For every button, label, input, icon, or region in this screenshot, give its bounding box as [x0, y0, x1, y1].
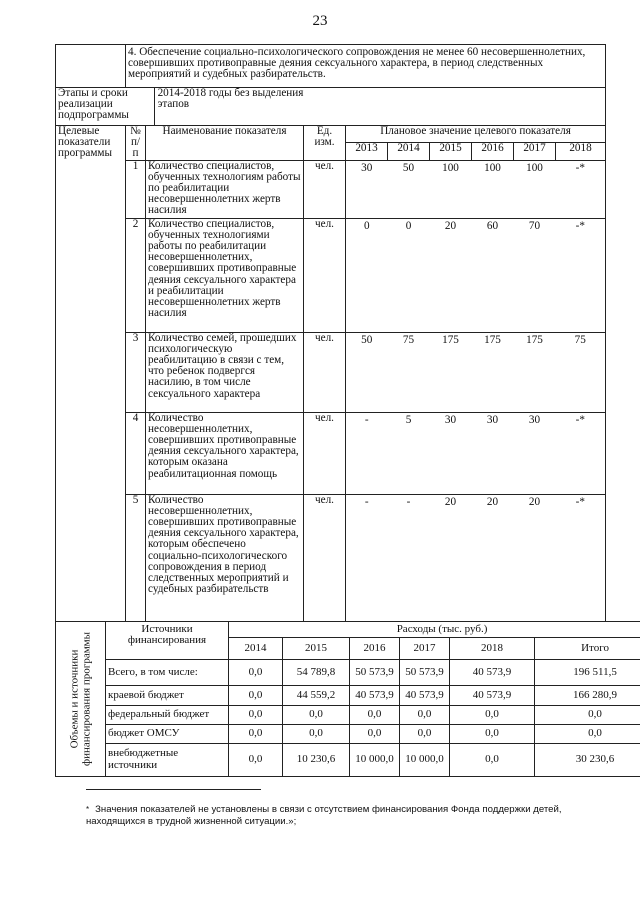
indicator-value: 175: [472, 332, 514, 412]
indicator-value: 70: [514, 218, 556, 332]
indicator-value: -: [346, 494, 388, 621]
financing-value: 196 511,5: [535, 659, 640, 685]
indicator-num: 3: [126, 332, 146, 412]
financing-value: 0,0: [535, 705, 640, 724]
footnote-divider: [86, 789, 261, 790]
financing-value: 10 230,6: [283, 743, 350, 776]
financing-value: 40 573,9: [400, 685, 450, 705]
financing-source: бюджет ОМСУ: [106, 724, 229, 743]
fin-year-header: 2014: [229, 637, 283, 659]
financing-value: 44 559,2: [283, 685, 350, 705]
fin-year-header: 2015: [283, 637, 350, 659]
indicator-unit: чел.: [304, 412, 346, 494]
fin-year-header: 2016: [350, 637, 400, 659]
financing-value: 40 573,9: [350, 685, 400, 705]
indicator-row: [56, 218, 606, 332]
indicator-value: 20: [430, 218, 472, 332]
year-header: 2018: [556, 143, 606, 160]
indicator-row: [56, 332, 606, 412]
financing-header-row: [56, 621, 640, 637]
indicator-value: 75: [556, 332, 606, 412]
financing-value: 0,0: [229, 685, 283, 705]
financing-value: 0,0: [535, 724, 640, 743]
footnote-text: Значения показателей не установлены в связи с отсутствием финансирования Фонда поддержки детей, находящихся в трудной жизненной ситуации.»;: [86, 804, 562, 827]
financing-value: 40 573,9: [450, 685, 535, 705]
passport-table-wrapper: [55, 44, 618, 777]
indicator-value: -*: [556, 412, 606, 494]
indicator-unit: чел.: [304, 160, 346, 218]
financing-row: [56, 705, 640, 724]
task-row: [56, 45, 606, 88]
financing-value: 50 573,9: [400, 659, 450, 685]
indicator-name: Количество несовершеннолетних, совершивших противоправные деяния сексуального характера, которым обеспечено социально-психологического сопровождения в период следственных мероприятий и судебных разбирательств: [146, 494, 304, 621]
financing-section-label: Объемы и источники финансирования программы: [56, 621, 106, 776]
financing-value: 10 000,0: [400, 743, 450, 776]
financing-source: федеральный бюджет: [106, 705, 229, 724]
financing-source: Всего, в том числе:: [106, 659, 229, 685]
task-text: 4. Обеспечение социально-психологического сопровождения не менее 60 несовершеннолетних, совершивших противоправные деяния сексуального характера, в период следственных мероприятий и судебных разбирательств.: [126, 45, 606, 88]
financing-row: [56, 743, 640, 776]
financing-value: 50 573,9: [350, 659, 400, 685]
indicators-section-label: Целевые показатели программы: [56, 126, 126, 622]
indicator-value: 30: [514, 412, 556, 494]
financing-value: 30 230,6: [535, 743, 640, 776]
page-number: 23: [312, 13, 328, 29]
indicators-header-row: [56, 126, 606, 143]
financing-value: 0,0: [350, 724, 400, 743]
task-empty-cell: [56, 45, 126, 88]
indicator-value: -*: [556, 160, 606, 218]
indicator-value: 60: [472, 218, 514, 332]
indicator-value: -*: [556, 218, 606, 332]
indicator-row: [56, 412, 606, 494]
financing-value: 40 573,9: [450, 659, 535, 685]
financing-value: 54 789,8: [283, 659, 350, 685]
financing-value: 0,0: [450, 705, 535, 724]
indicator-num: 2: [126, 218, 146, 332]
fin-year-header: Итого: [535, 637, 640, 659]
financing-row: [56, 685, 640, 705]
footnote-marker: *: [86, 805, 90, 814]
col-expenses-header: Расходы (тыс. руб.): [229, 621, 640, 637]
col-source-header: Источники финансирования: [106, 621, 229, 659]
col-name-header: Наименование показателя: [146, 126, 304, 161]
indicator-value: 0: [388, 218, 430, 332]
indicator-name: Количество несовершеннолетних, совершивших противоправные деяния сексуального характера, которым оказана реабилитационная помощь: [146, 412, 304, 494]
year-header: 2013: [346, 143, 388, 160]
stages-row: [56, 88, 606, 126]
financing-row: [56, 659, 640, 685]
indicator-value: 30: [472, 412, 514, 494]
indicator-value: 5: [388, 412, 430, 494]
indicator-row: [56, 494, 606, 621]
financing-value: 0,0: [283, 705, 350, 724]
indicator-row: [56, 160, 606, 218]
col-plan-header: Плановое значение целевого показателя: [346, 126, 606, 143]
financing-value: 10 000,0: [350, 743, 400, 776]
financing-value: 0,0: [400, 705, 450, 724]
indicator-value: 100: [514, 160, 556, 218]
indicator-value: 0: [346, 218, 388, 332]
financing-value: 0,0: [450, 724, 535, 743]
indicator-value: 20: [430, 494, 472, 621]
stages-value: 2014-2018 годы без выделения этапов: [157, 87, 304, 111]
indicator-num: 1: [126, 160, 146, 218]
financing-value: 166 280,9: [535, 685, 640, 705]
indicator-value: 30: [430, 412, 472, 494]
indicator-name: Количество специалистов, обученных технологиями работы по реабилитации несовершеннолетних, совершивших противоправные деяния сексуального характера и реабилитации несовершеннолетних жертв насилия: [146, 218, 304, 332]
indicator-unit: чел.: [304, 494, 346, 621]
indicator-value: 175: [514, 332, 556, 412]
stages-label: Этапы и сроки реализации подпрограммы: [56, 88, 155, 125]
col-num-header: № п/п: [126, 126, 146, 161]
indicator-unit: чел.: [304, 218, 346, 332]
financing-source: внебюджетные источники: [106, 743, 229, 776]
year-header: 2016: [472, 143, 514, 160]
indicators-table: [55, 44, 606, 622]
indicator-unit: чел.: [304, 332, 346, 412]
year-header: 2014: [388, 143, 430, 160]
indicator-value: 50: [346, 332, 388, 412]
financing-table: [55, 621, 640, 777]
indicator-value: 50: [388, 160, 430, 218]
financing-value: 0,0: [229, 724, 283, 743]
financing-source: краевой бюджет: [106, 685, 229, 705]
indicator-value: 20: [472, 494, 514, 621]
financing-value: 0,0: [229, 743, 283, 776]
indicator-value: 75: [388, 332, 430, 412]
financing-row: [56, 724, 640, 743]
indicator-num: 4: [126, 412, 146, 494]
financing-value: 0,0: [450, 743, 535, 776]
indicator-value: -: [346, 412, 388, 494]
footnote: [86, 804, 606, 828]
fin-year-header: 2017: [400, 637, 450, 659]
indicator-value: 100: [430, 160, 472, 218]
indicator-value: -: [388, 494, 430, 621]
year-header: 2015: [430, 143, 472, 160]
financing-value: 0,0: [350, 705, 400, 724]
financing-value: 0,0: [229, 659, 283, 685]
indicator-name: Количество семей, прошедших психологическую реабилитацию в связи с тем, что ребенок подвергся насилию, в том числе сексуального характера: [146, 332, 304, 412]
indicator-value: 175: [430, 332, 472, 412]
financing-value: 0,0: [400, 724, 450, 743]
indicator-name: Количество специалистов, обученных технологиям работы по реабилитации несовершеннолетних жертв насилия: [146, 160, 304, 218]
indicator-num: 5: [126, 494, 146, 621]
financing-value: 0,0: [283, 724, 350, 743]
year-header: 2017: [514, 143, 556, 160]
fin-year-header: 2018: [450, 637, 535, 659]
indicator-value: 100: [472, 160, 514, 218]
indicator-value: 20: [514, 494, 556, 621]
indicator-value: 30: [346, 160, 388, 218]
financing-value: 0,0: [229, 705, 283, 724]
indicator-value: -*: [556, 494, 606, 621]
col-unit-header: Ед. изм.: [304, 126, 346, 161]
